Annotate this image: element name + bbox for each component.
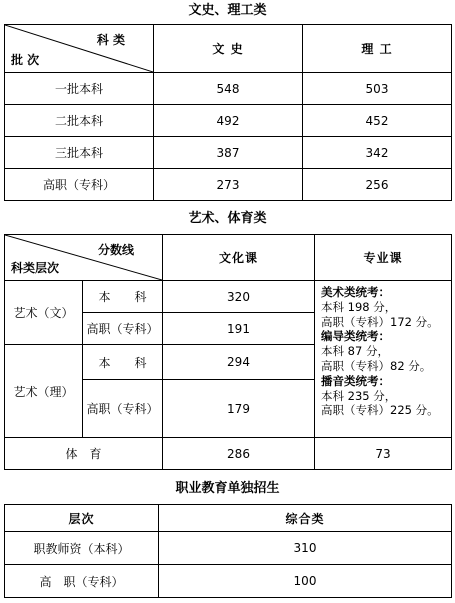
corner-bottom-label: 批 次 xyxy=(11,53,40,67)
cell-wenshi: 387 xyxy=(154,137,303,169)
cell-culture: 294 xyxy=(163,345,315,380)
level-gaozhi: 高职（专科） xyxy=(83,380,163,438)
cell-wenshi: 492 xyxy=(154,105,303,137)
row-label: 高职（专科） xyxy=(5,169,154,201)
table-row xyxy=(5,169,452,201)
corner-top-label: 分数线 xyxy=(97,243,134,257)
note-line: 高职（专科）225 分。 xyxy=(321,403,439,418)
category-sport: 体 育 xyxy=(5,438,163,470)
cell-ligong: 452 xyxy=(303,105,452,137)
row-label: 二批本科 xyxy=(5,105,154,137)
category-art-wen: 艺术（文） xyxy=(5,281,83,345)
col-header-major: 专业课 xyxy=(315,235,452,281)
table-row xyxy=(5,565,452,598)
cell-wenshi: 273 xyxy=(154,169,303,201)
table-row xyxy=(5,73,452,105)
row-label: 一批本科 xyxy=(5,73,154,105)
cell-major: 73 xyxy=(315,438,452,470)
note-line: 高职（专科）172 分。 xyxy=(321,314,439,329)
section1-title: 文史、理工类 xyxy=(188,3,267,18)
level-benke: 本 科 xyxy=(83,281,163,313)
cell-ligong: 256 xyxy=(303,169,452,201)
cell-score: 100 xyxy=(159,565,452,598)
cell-score: 310 xyxy=(159,532,452,565)
corner-top-label: 科 类 xyxy=(96,33,125,47)
corner-header xyxy=(5,25,154,73)
cell-wenshi: 548 xyxy=(154,73,303,105)
table-art-sport xyxy=(4,234,452,470)
note-heading: 美术类统考： xyxy=(321,285,390,299)
row-label: 三批本科 xyxy=(5,137,154,169)
cell-culture: 191 xyxy=(163,313,315,345)
col-header-score: 综合类 xyxy=(159,505,452,532)
section3-title: 职业教育单独招生 xyxy=(175,481,280,496)
level-gaozhi: 高职（专科） xyxy=(83,313,163,345)
col-header-wenshi: 文 史 xyxy=(154,25,303,73)
note-line: 本科 235 分， xyxy=(321,388,397,403)
table-row xyxy=(5,532,452,565)
note-line: 本科 87 分， xyxy=(321,344,389,359)
level-benke: 本 科 xyxy=(83,345,163,380)
cell-culture: 286 xyxy=(163,438,315,470)
corner-header xyxy=(5,235,163,281)
row-label: 高 职（专科） xyxy=(5,565,159,598)
row-label: 职教师资（本科） xyxy=(5,532,159,565)
col-header-culture: 文化课 xyxy=(163,235,315,281)
note-line: 高职（专科）82 分。 xyxy=(321,358,432,373)
category-art-li: 艺术（理） xyxy=(5,345,83,438)
table-vocational xyxy=(4,504,452,598)
note-line: 本科 198 分， xyxy=(321,299,397,314)
col-header-ligong: 理 工 xyxy=(303,25,452,73)
table-wenli xyxy=(4,24,452,201)
cell-culture: 320 xyxy=(163,281,315,313)
cell-ligong: 342 xyxy=(303,137,452,169)
note-heading: 播音类统考： xyxy=(321,373,390,388)
major-notes xyxy=(315,281,452,438)
col-header-level: 层次 xyxy=(5,505,159,532)
note-heading: 编导类统考： xyxy=(321,329,390,344)
corner-bottom-label: 科类层次 xyxy=(11,261,60,275)
table-row xyxy=(5,137,452,169)
table-row xyxy=(5,105,452,137)
cell-ligong: 503 xyxy=(303,73,452,105)
section2-title: 艺术、体育类 xyxy=(188,211,267,226)
cell-culture: 179 xyxy=(163,380,315,438)
